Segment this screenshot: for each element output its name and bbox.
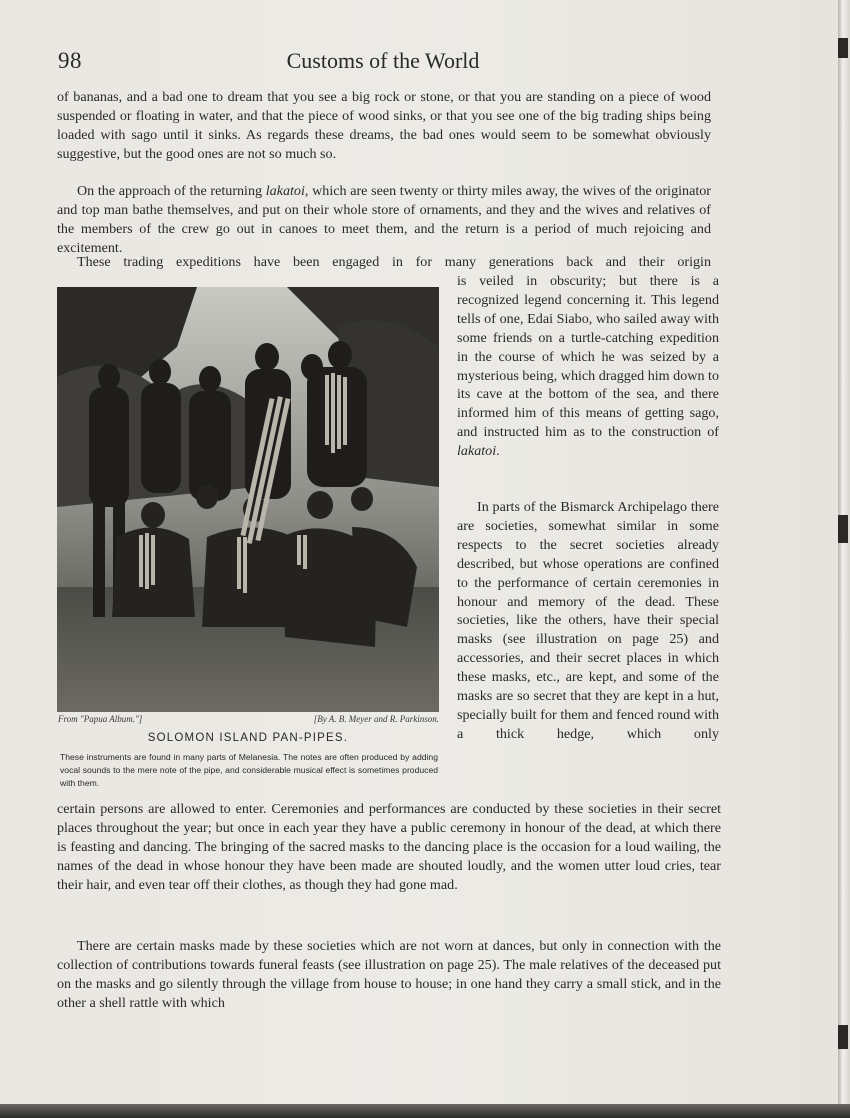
paragraph-dreams: of bananas, and a bad one to dream that you see a big rock or stone, or that you are standing on a piece of wood suspended or floating in water, and that the piece of wood sinks, or that you see one of the big trading ships being loaded with sago until it sinks. As regards these dreams, the bad ones would seem to be somewhat obviously suggestive, but the good ones are not so much so. <box>57 89 711 162</box>
italic-term: lakatoi <box>265 183 305 199</box>
page-edge <box>838 0 850 1118</box>
photo-credit-author: [By A. B. Meyer and R. Parkinson. <box>313 714 439 724</box>
paragraph-funeral-masks: There are certain masks made by these societies which are not worn at dances, but only in connection with the collection of contributions towards funeral feasts (see illustration on page 25). The male relatives of the deceased put on the masks and go silently through the village from house to house; in one hand they carry a small stick, and in the other a shell rattle with which <box>57 938 721 1011</box>
paragraph-text: is veiled in obscurity; but there is a recognized legend concerning it. This legend tells of one, Edai Siabo, who sailed away with some friends on a turtle-catching expedition in the course of which he was seized by a mysterious being, which dragged him down to its cave at the bottom of the sea, and there informed him of this means of getting sago, and instructed him as to the construction of <box>457 273 719 441</box>
margin-mark <box>838 515 848 543</box>
figure-caption-title: SOLOMON ISLAND PAN-PIPES. <box>147 732 349 744</box>
margin-mark <box>838 38 848 58</box>
running-head: Customs of the World <box>286 48 480 73</box>
paragraph-bismarck-societies: In parts of the Bismarck Archipelago there are societies, somewhat similar in some respects to the secret societies already described, but whose operations are confined to the performance of certain ceremonies in honour and memory of the dead. These societies, like the others, have their special masks (see illustration on page 25) and accessories, and their secret places in which these masks, etc., are kept, and some of the masks are so secret that they are kept in a hut, specially built for them and fenced round with a thick hedge, which only <box>457 499 719 742</box>
margin-mark <box>838 1025 848 1049</box>
paragraph-lakatoi-return <box>57 182 711 258</box>
paragraph-text: . <box>496 443 500 460</box>
scan-bottom-edge <box>0 1104 850 1118</box>
paragraph-public-ceremony: certain persons are allowed to enter. Ceremonies and performances are conducted by these societies in their secret places throughout the year; but once in each year they have a public ceremony in honour of the dead, at which there is feasting and dancing. The bringing of the sacred masks to the dancing place is the occasion for a loud wailing, the names of the dead in whose honour they have been made are shouted loudly, and the women utter loud cries, tear their hair, and even tear off their clothes, as though they had gone mad. <box>57 801 721 893</box>
page-number: 98 <box>58 48 82 73</box>
figure-caption-text: These instruments are found in many parts of Melanesia. The notes are often produced by adding vocal sounds to the mere note of the pipe, and considerable musical effect is sometimes produced with them. <box>60 752 438 788</box>
paragraph-trading-expeditions-legend <box>457 272 719 461</box>
photograph-solomon-islanders-pan-pipes <box>57 287 439 712</box>
italic-term: lakatoi <box>457 443 497 460</box>
paragraph-text: , which are seen twenty or thirty miles away, the wives of the originator and top man bathe themselves, and put on their whole store of ornaments, and they and the wives and relatives of the members of the crew go out in canoes to meet them, and the return is a period of much rejoicing and excitement. <box>57 183 711 256</box>
paragraph-text: On the approach of the returning <box>77 183 266 199</box>
photo-credit-source: From "Papua Album."] <box>58 714 143 724</box>
paragraph-trading-expeditions-first-line: These trading expeditions have been engaged in for many generations back and their origin <box>77 254 711 270</box>
photo-illustration <box>57 287 439 712</box>
